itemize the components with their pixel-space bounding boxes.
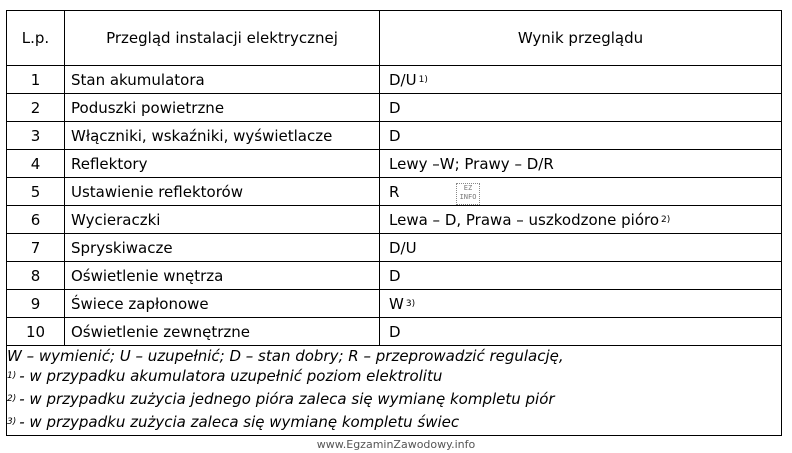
row-lp: 3 (7, 122, 65, 150)
footnote-mark: 1) (7, 371, 17, 381)
result-text: W (389, 294, 404, 313)
table-header-row (7, 11, 782, 66)
footnote (7, 389, 781, 412)
header-lp: L.p. (7, 11, 65, 66)
row-name: Poduszki powietrzne (65, 94, 380, 122)
footnote-ref: 3) (405, 298, 416, 309)
row-name: Oświetlenie zewnętrzne (65, 318, 380, 346)
result-text: D/U (389, 238, 417, 257)
row-result (380, 262, 782, 290)
row-name: Stan akumulatora (65, 66, 380, 94)
row-result (380, 290, 782, 318)
footnote-ref: 1) (418, 74, 428, 85)
header-result: Wynik przeglądu (380, 11, 782, 66)
row-result (380, 94, 782, 122)
table-row (7, 66, 782, 94)
row-name: Wycieraczki (65, 206, 380, 234)
inspection-table (6, 10, 782, 436)
row-lp: 7 (7, 234, 65, 262)
footnote-text: - w przypadku zużycia zaleca się wymianę kompletu świec (19, 413, 460, 431)
footnote (7, 412, 781, 435)
result-text: R (389, 182, 400, 201)
result-text: Lewa – D, Prawa – uszkodzone pióro (389, 210, 660, 229)
footer-url: www.EgzaminZawodowy.info (316, 438, 476, 451)
row-name: Spryskiwacze (65, 234, 380, 262)
row-lp: 1 (7, 66, 65, 94)
result-text: Lewy –W; Prawy – D/R (389, 154, 554, 173)
table-row (7, 290, 782, 318)
row-name: Oświetlenie wnętrza (65, 262, 380, 290)
footnote-ref: 2) (661, 214, 671, 225)
notes-row (7, 346, 782, 436)
table-row (7, 150, 782, 178)
table-row (7, 94, 782, 122)
footnote-mark: 3) (7, 417, 17, 427)
table-row (7, 262, 782, 290)
result-text: D (389, 126, 401, 145)
row-result (380, 234, 782, 262)
table-row (7, 318, 782, 346)
table-row (7, 206, 782, 234)
row-result (380, 150, 782, 178)
footnote (7, 366, 781, 389)
footnote-mark: 2) (7, 394, 17, 404)
footnote-text: - w przypadku zużycia jednego pióra zaleca się wymianę kompletu piór (19, 390, 555, 408)
footnote-text: - w przypadku akumulatora uzupełnić poziom elektrolitu (19, 367, 443, 385)
result-text: D (389, 322, 401, 341)
row-lp: 5 (7, 178, 65, 206)
row-result (380, 66, 782, 94)
result-text: D/U (389, 70, 417, 89)
table-row (7, 234, 782, 262)
row-lp: 6 (7, 206, 65, 234)
row-name: Reflektory (65, 150, 380, 178)
result-text: D (389, 266, 401, 285)
row-lp: 9 (7, 290, 65, 318)
row-result (380, 122, 782, 150)
table-row (7, 178, 782, 206)
row-result (380, 318, 782, 346)
row-lp: 10 (7, 318, 65, 346)
row-name: Ustawienie reflektorów (65, 178, 380, 206)
watermark-stamp: EZ INFO (456, 183, 480, 205)
row-result (380, 178, 782, 206)
row-lp: 2 (7, 94, 65, 122)
notes-cell (7, 346, 782, 436)
table-row (7, 122, 782, 150)
header-name: Przegląd instalacji elektrycznej (65, 11, 380, 66)
row-lp: 4 (7, 150, 65, 178)
result-text: D (389, 98, 401, 117)
legend-text: W – wymienić; U – uzupełnić; D – stan dobry; R – przeprowadzić regulację, (7, 347, 564, 365)
row-result (380, 206, 782, 234)
row-lp: 8 (7, 262, 65, 290)
row-name: Świece zapłonowe (65, 290, 380, 318)
row-name: Włączniki, wskaźniki, wyświetlacze (65, 122, 380, 150)
